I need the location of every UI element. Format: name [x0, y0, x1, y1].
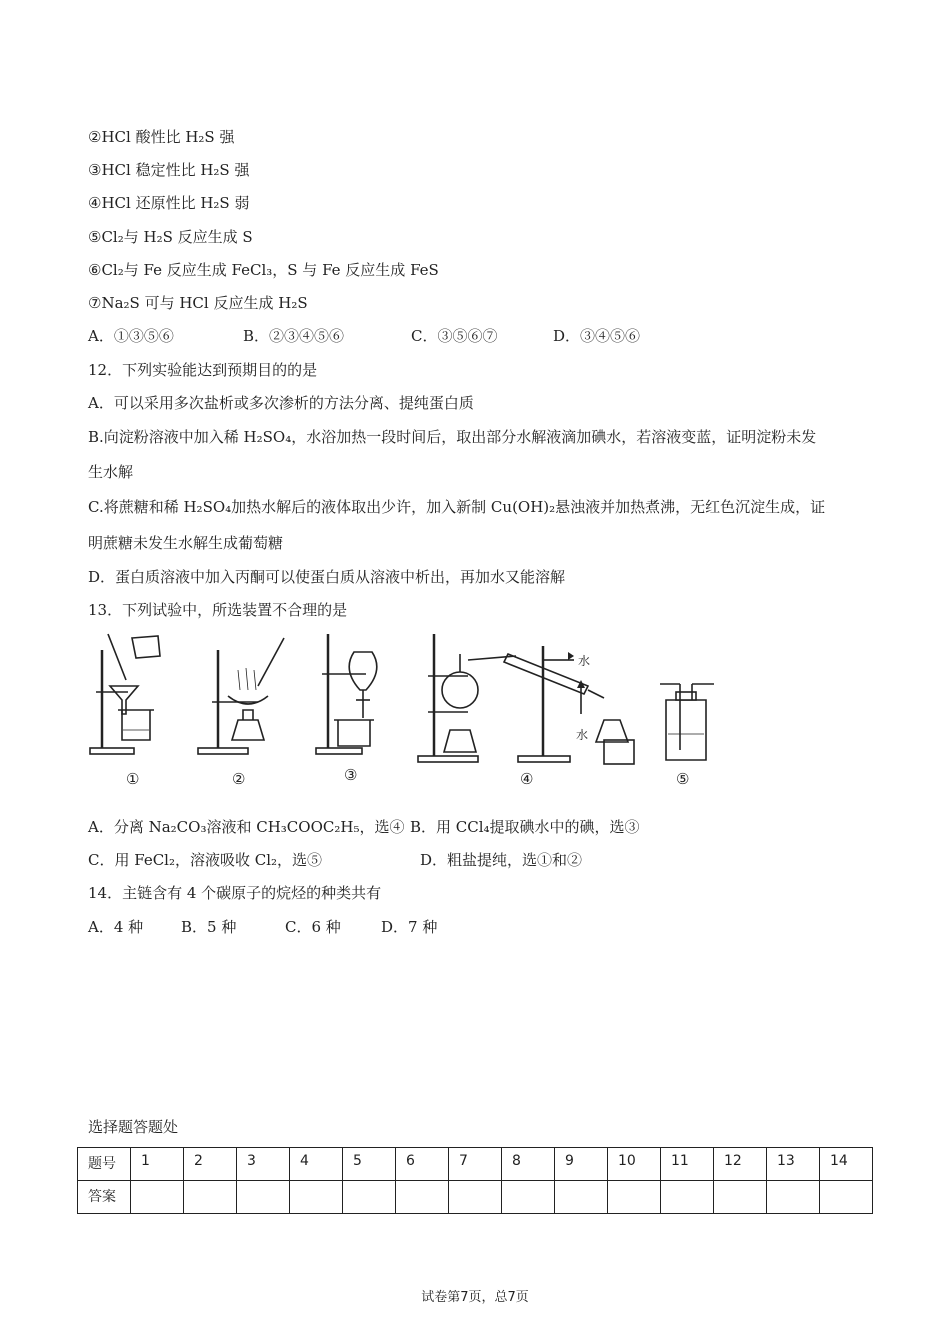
question-number: 5 — [343, 1148, 396, 1181]
q13-options-cd — [88, 850, 582, 870]
question-number: 8 — [502, 1148, 555, 1181]
answer-cell[interactable] — [396, 1181, 449, 1214]
q13-option-c: C．用 FeCl₂，溶液吸收 Cl₂，选⑤ — [88, 851, 323, 869]
question-number: 12 — [714, 1148, 767, 1181]
statement-4: ④HCl 还原性比 H₂S 弱 — [88, 194, 250, 212]
water-in-label: 水 — [576, 728, 589, 742]
answer-cell[interactable] — [131, 1181, 184, 1214]
q12-stem: 12．下列实验能达到预期目的的是 — [88, 361, 318, 379]
answer-cell[interactable] — [661, 1181, 714, 1214]
q13-option-b: B．用 CCl₄提取碘水中的碘，选③ — [410, 818, 640, 836]
question-number: 7 — [449, 1148, 502, 1181]
statement-3: ③HCl 稳定性比 H₂S 强 — [88, 161, 250, 179]
q11-option-d: D．③④⑤⑥ — [553, 327, 641, 345]
question-number: 3 — [237, 1148, 290, 1181]
q11-option-c: C．③⑤⑥⑦ — [411, 327, 498, 345]
statement-7: ⑦Na₂S 可与 HCl 反应生成 H₂S — [88, 294, 308, 312]
page-footer: 试卷第7页，总7页 — [421, 1290, 529, 1305]
row-label-answer: 答案 — [78, 1181, 131, 1214]
answer-cell[interactable] — [184, 1181, 237, 1214]
q14-option-a: A．4 种 — [88, 918, 144, 936]
apparatus-label-2: ② — [232, 770, 246, 788]
q12-option-a: A．可以采用多次盐析或多次渗析的方法分离、提纯蛋白质 — [88, 394, 474, 412]
q14-option-d: D．7 种 — [381, 918, 438, 936]
apparatus-drawing — [88, 630, 728, 790]
answer-sheet-title: 选择题答题处 — [88, 1118, 179, 1136]
answer-cell[interactable] — [767, 1181, 820, 1214]
q12-option-c-line2: 明蔗糖未发生水解生成葡萄糖 — [88, 534, 284, 552]
question-number: 6 — [396, 1148, 449, 1181]
statement-2: ②HCl 酸性比 H₂S 强 — [88, 128, 235, 146]
q11-options — [88, 326, 640, 346]
statement-5: ⑤Cl₂与 H₂S 反应生成 S — [88, 228, 253, 246]
statement-6: ⑥Cl₂与 Fe 反应生成 FeCl₃，S 与 Fe 反应生成 FeS — [88, 261, 439, 279]
q14-options — [88, 917, 437, 937]
q12-option-d: D．蛋白质溶液中加入丙酮可以使蛋白质从溶液中析出，再加水又能溶解 — [88, 568, 566, 586]
q14-stem: 14．主链含有 4 个碳原子的烷烃的种类共有 — [88, 884, 382, 902]
answer-cell[interactable] — [343, 1181, 396, 1214]
question-number: 14 — [820, 1148, 873, 1181]
question-number: 13 — [767, 1148, 820, 1181]
q13-option-d: D．粗盐提纯，选①和② — [420, 851, 583, 869]
apparatus-label-3: ③ — [344, 766, 358, 784]
q14-option-c: C．6 种 — [285, 918, 341, 936]
answer-cell[interactable] — [502, 1181, 555, 1214]
question-number: 2 — [184, 1148, 237, 1181]
apparatus-label-5: ⑤ — [676, 770, 690, 788]
q13-options-ab — [88, 817, 640, 837]
table-row-answers — [78, 1181, 873, 1214]
table-row-numbers — [78, 1148, 873, 1181]
q11-option-b: B．②③④⑤⑥ — [243, 327, 345, 345]
question-number: 4 — [290, 1148, 343, 1181]
q14-option-b: B．5 种 — [181, 918, 237, 936]
question-number: 10 — [608, 1148, 661, 1181]
q12-option-c-line1: C.将蔗糖和稀 H₂SO₄加热水解后的液体取出少许，加入新制 Cu(OH)₂悬浊液并加热煮沸，无红色沉淀生成，证 — [88, 498, 826, 516]
apparatus-label-4: ④ — [520, 770, 534, 788]
answer-cell[interactable] — [820, 1181, 873, 1214]
q11-option-a: A．①③⑤⑥ — [88, 327, 174, 345]
q13-option-a: A．分离 Na₂CO₃溶液和 CH₃COOC₂H₅，选④ — [88, 818, 405, 836]
apparatus-figure — [88, 630, 728, 790]
answer-cell[interactable] — [714, 1181, 767, 1214]
answer-cell[interactable] — [555, 1181, 608, 1214]
question-number: 9 — [555, 1148, 608, 1181]
apparatus-label-1: ① — [126, 770, 140, 788]
q12-option-b-line1: B.向淀粉溶液中加入稀 H₂SO₄，水浴加热一段时间后，取出部分水解液滴加碘水，若溶液变蓝，证明淀粉未发 — [88, 428, 817, 446]
answer-cell[interactable] — [290, 1181, 343, 1214]
answer-cell[interactable] — [449, 1181, 502, 1214]
row-label-number: 题号 — [78, 1148, 131, 1181]
answer-cell[interactable] — [237, 1181, 290, 1214]
q13-stem: 13．下列试验中，所选装置不合理的是 — [88, 601, 348, 619]
answer-table — [77, 1147, 873, 1214]
question-number: 1 — [131, 1148, 184, 1181]
q12-option-b-line2: 生水解 — [88, 463, 134, 481]
water-out-label: 水 — [578, 654, 591, 668]
answer-cell[interactable] — [608, 1181, 661, 1214]
question-number: 11 — [661, 1148, 714, 1181]
